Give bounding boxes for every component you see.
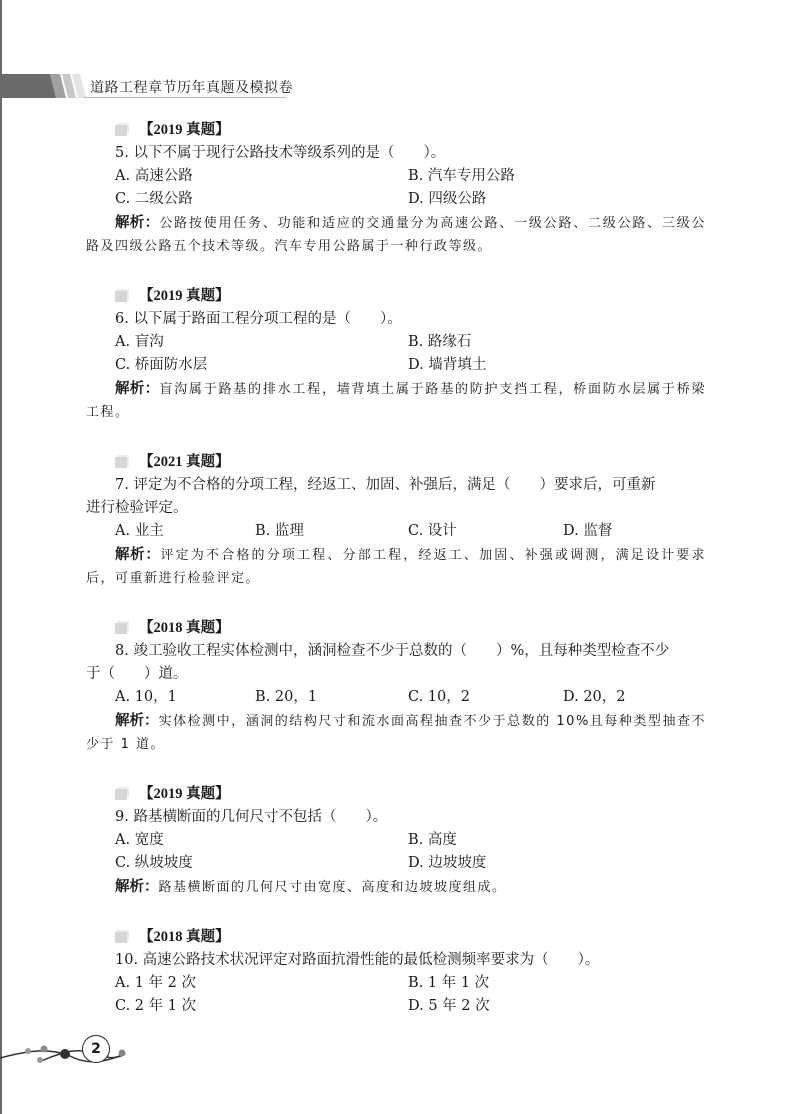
bookmark-icon bbox=[115, 932, 127, 943]
analysis-label: 解析： bbox=[115, 214, 160, 231]
option-b: B. 1 年 1 次 bbox=[408, 975, 490, 991]
option-a: A. 宽度 bbox=[115, 832, 164, 848]
question-stem: 5. 以下不属于现行公路技术等级系列的是（ ）。 bbox=[115, 145, 446, 161]
year-tag: 【2019 真题】 bbox=[139, 288, 230, 304]
bookmark-icon bbox=[115, 291, 127, 302]
question-stem: 9. 路基横断面的几何尺寸不包括（ ）。 bbox=[115, 809, 388, 825]
question-block bbox=[86, 451, 706, 590]
option-c: C. 10，2 bbox=[408, 689, 470, 705]
question-stem: 8. 竣工验收工程实体检测中，涵洞检查不少于总数的（ ）%，且每种类型检查不少 bbox=[115, 643, 670, 659]
question-block bbox=[86, 617, 706, 756]
question-stem-continued: 于（ ）道。 bbox=[86, 666, 188, 682]
option-c: C. 纵坡坡度 bbox=[115, 855, 193, 871]
year-tag: 【2019 真题】 bbox=[139, 786, 230, 802]
bookmark-icon bbox=[115, 623, 127, 634]
analysis-label: 解析： bbox=[115, 546, 161, 563]
options bbox=[86, 829, 706, 875]
year-tag: 【2018 真题】 bbox=[139, 620, 230, 636]
option-b: B. 汽车专用公路 bbox=[408, 168, 515, 184]
analysis bbox=[86, 709, 706, 756]
analysis-text: 盲沟属于路基的排水工程，墙背填土属于路基的防护支挡工程，桥面防水层属于桥梁工程。 bbox=[86, 382, 706, 420]
options bbox=[86, 520, 706, 543]
option-a: A. 高速公路 bbox=[115, 168, 193, 184]
option-a: A. 10，1 bbox=[115, 689, 177, 705]
option-a: A. 1 年 2 次 bbox=[115, 975, 196, 991]
question-list bbox=[86, 119, 706, 1045]
option-d: D. 边坡坡度 bbox=[408, 855, 487, 871]
analysis-label: 解析： bbox=[115, 380, 160, 397]
analysis-text: 路基横断面的几何尺寸由宽度、高度和边坡坡度组成。 bbox=[158, 880, 507, 895]
year-tag: 【2019 真题】 bbox=[139, 122, 230, 138]
option-b: B. 高度 bbox=[408, 832, 457, 848]
option-a: A. 盲沟 bbox=[115, 334, 164, 350]
analysis-label: 解析： bbox=[115, 878, 159, 895]
question-stem: 10. 高速公路技术状况评定对路面抗滑性能的最低检测频率要求为（ ）。 bbox=[115, 952, 600, 968]
option-d: D. 监督 bbox=[563, 523, 613, 539]
analysis-text: 评定为不合格的分项工程、分部工程，经返工、加固、补强或调测，满足设计要求后，可重新进行检验评定。 bbox=[86, 548, 706, 586]
options bbox=[86, 165, 706, 211]
header-rule bbox=[84, 97, 286, 98]
option-d: D. 四级公路 bbox=[408, 191, 487, 207]
question-block bbox=[86, 285, 706, 424]
options bbox=[86, 686, 706, 709]
option-c: C. 桥面防水层 bbox=[115, 357, 208, 373]
year-tag: 【2018 真题】 bbox=[139, 929, 230, 945]
option-c: C. 二级公路 bbox=[115, 191, 193, 207]
analysis bbox=[86, 543, 706, 590]
analysis bbox=[86, 211, 706, 258]
question-stem: 7. 评定为不合格的分项工程，经返工、加固、补强后，满足（ ）要求后，可重新 bbox=[115, 477, 656, 493]
question-stem: 6. 以下属于路面工程分项工程的是（ ）。 bbox=[115, 311, 402, 327]
question-stem-continued: 进行检验评定。 bbox=[86, 500, 188, 516]
bookmark-icon bbox=[115, 125, 127, 136]
analysis bbox=[86, 377, 706, 424]
page-left-border bbox=[0, 0, 2, 1114]
option-c: C. 2 年 1 次 bbox=[115, 998, 197, 1014]
analysis-text: 实体检测中，涵洞的结构尺寸和流水面高程抽查不少于总数的 10%且每种类型抽查不少于 1 道。 bbox=[86, 714, 706, 752]
year-tag: 【2021 真题】 bbox=[139, 454, 230, 470]
option-c: C. 设计 bbox=[408, 523, 457, 539]
option-b: B. 路缘石 bbox=[408, 334, 472, 350]
option-a: A. 业主 bbox=[115, 523, 164, 539]
options bbox=[86, 331, 706, 377]
question-block bbox=[86, 119, 706, 258]
option-d: D. 20，2 bbox=[563, 689, 626, 705]
analysis bbox=[86, 875, 706, 899]
options bbox=[86, 972, 706, 1018]
bookmark-icon bbox=[115, 789, 127, 800]
page-number: 2 bbox=[82, 1035, 110, 1063]
analysis-text: 公路按使用任务、功能和适应的交通量分为高速公路、一级公路、二级公路、三级公路及四级公路五个技术等级。汽车专用公路属于一种行政等级。 bbox=[86, 216, 706, 254]
bookmark-icon bbox=[115, 457, 127, 468]
option-b: B. 监理 bbox=[255, 523, 304, 539]
analysis-label: 解析： bbox=[115, 712, 159, 729]
question-block bbox=[86, 783, 706, 899]
option-b: B. 20，1 bbox=[255, 689, 318, 705]
option-d: D. 5 年 2 次 bbox=[408, 998, 490, 1014]
running-header-title: 道路工程章节历年真题及模拟卷 bbox=[90, 80, 293, 96]
header-decoration bbox=[0, 74, 90, 98]
question-block bbox=[86, 926, 706, 1018]
option-d: D. 墙背填土 bbox=[408, 357, 487, 373]
